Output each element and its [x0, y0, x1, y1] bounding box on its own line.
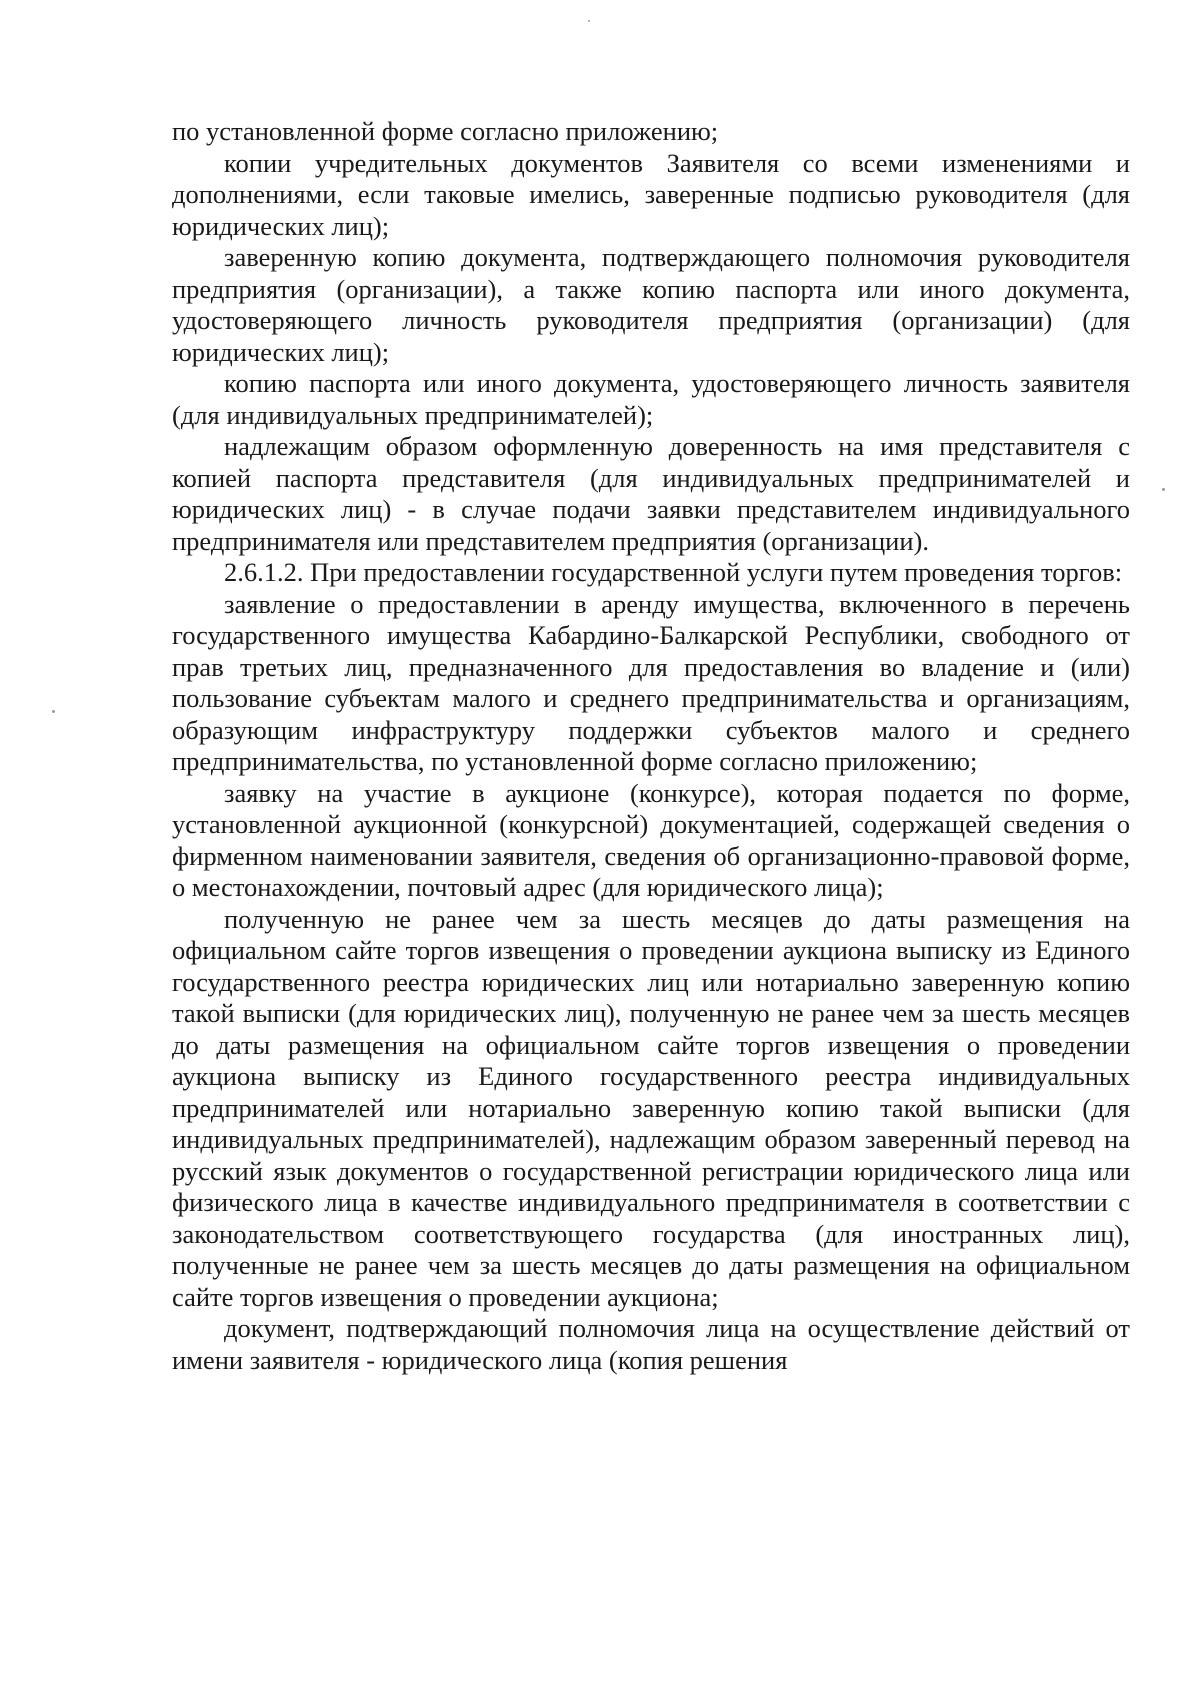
paragraph: заверенную копию документа, подтверждающего полномочия руководителя предприятия (организации), а также копию паспорта или иного документа, удостоверяющего личность руководителя предприятия (организации) (для юридических лиц); — [172, 242, 1130, 367]
document-body — [172, 116, 1130, 1376]
scan-artifact — [1162, 488, 1165, 491]
paragraph: заявку на участие в аукционе (конкурсе), которая подается по форме, установленной аукционной (конкурсной) документацией, содержащей сведения о фирменном наименовании заявителя, сведения об организационно-правовой форме, о местонахождении, почтовый адрес (для юридического лица); — [172, 777, 1130, 902]
paragraph: по установленной форме согласно приложению; — [172, 116, 719, 146]
paragraph: документ, подтверждающий полномочия лица на осуществление действий от имени заявителя - юридического лица (копия решения — [172, 1313, 1130, 1375]
paragraph: надлежащим образом оформленную доверенность на имя представителя с копией паспорта представителя (для индивидуальных предпринимателей и юридических лиц) - в случае подачи заявки представителем индивидуального предпринимателя или представителем предприятия (организации). — [172, 431, 1130, 556]
section-paragraph: 2.6.1.2. При предоставлении государственной услуги путем проведения торгов: — [224, 557, 1123, 587]
paragraph: копии учредительных документов Заявителя со всеми изменениями и дополнениями, если таковые имелись, заверенные подписью руководителя (для юридических лиц); — [172, 147, 1130, 241]
paragraph: заявление о предоставлении в аренду имущества, включенного в перечень государственного имущества Кабардино-Балкарской Республики, свободного от прав третьих лиц, предназначенного для предоставления во владение и (или) пользование субъектам малого и среднего предпринимательства и организациям, образующим инфраструктуру поддержки субъектов малого и среднего предпринимательства, по установленной форме согласно приложению; — [172, 588, 1130, 776]
paragraph: полученную не ранее чем за шесть месяцев до даты размещения на официальном сайте торгов извещения о проведении аукциона выписку из Единого государственного реестра юридических лиц или нотариально заверенную копию такой выписки (для юридических лиц), полученную не ранее чем за шесть месяцев до даты размещения на официальном сайте торгов извещения о проведении аукциона выписку из Единого государственного реестра индивидуальных предпринимателей или нотариально заверенную копию такой выписки (для индивидуальных предпринимателей), надлежащим образом заверенный перевод на русский язык документов о государственной регистрации юридического лица или физического лица в качестве индивидуального предпринимателя в соответствии с законодательством соответствующего государства (для иностранных лиц), полученные не ранее чем за шесть месяцев до даты размещения на официальном сайте торгов извещения о проведении аукциона; — [172, 903, 1130, 1312]
paragraph: копию паспорта или иного документа, удостоверяющего личность заявителя (для индивидуальных предпринимателей); — [172, 368, 1130, 430]
scan-artifact — [588, 20, 590, 22]
scan-artifact — [52, 710, 55, 713]
